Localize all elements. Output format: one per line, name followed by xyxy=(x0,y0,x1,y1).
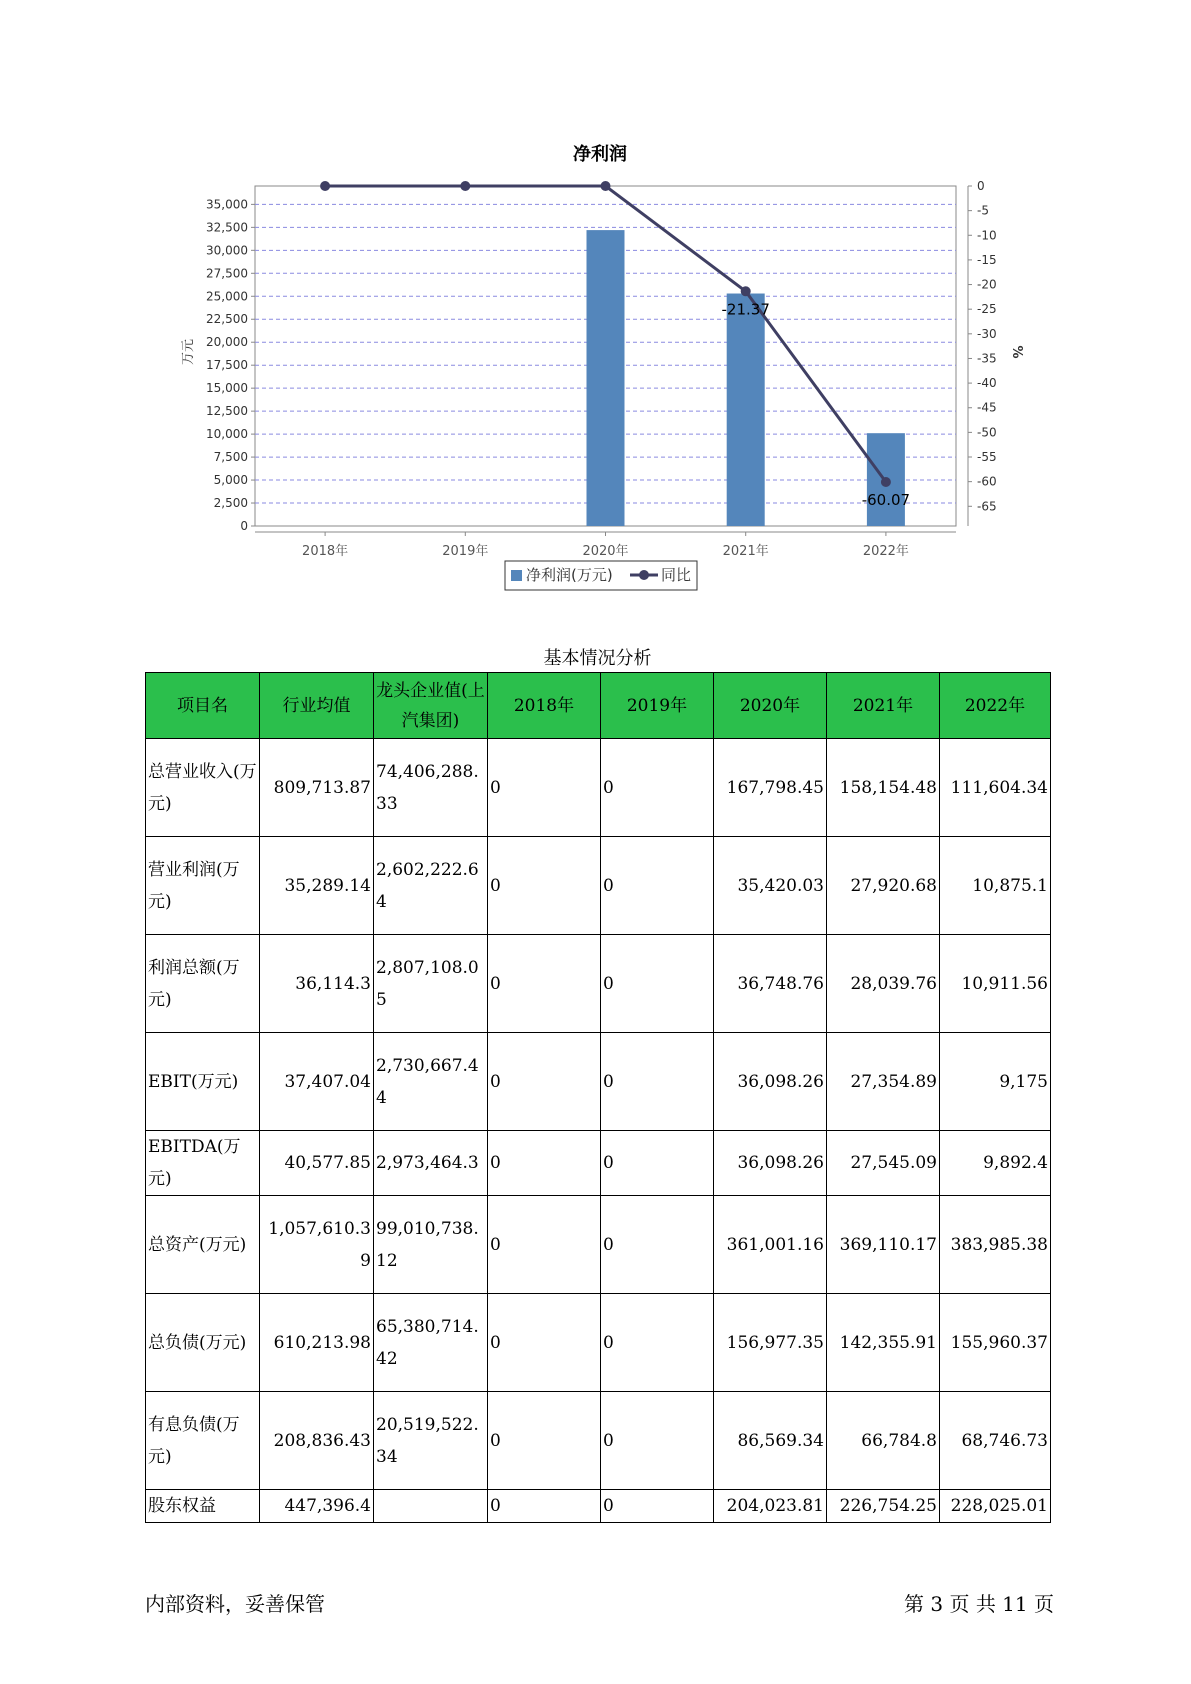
y-tick-label: 17,500 xyxy=(206,358,248,373)
bar-series xyxy=(587,230,905,526)
cell-2018: 0 xyxy=(488,935,601,1033)
cell-2018: 0 xyxy=(488,739,601,837)
y2-tick-label: -10 xyxy=(977,228,997,243)
legend-line-marker xyxy=(639,570,649,580)
cell-industry-avg: 37,407.04 xyxy=(260,1033,374,1131)
cell-2022: 10,875.1 xyxy=(940,837,1051,935)
cell-industry-avg: 40,577.85 xyxy=(260,1131,374,1196)
cell-2019: 0 xyxy=(601,739,714,837)
legend xyxy=(505,561,697,590)
cell-industry-avg: 610,213.98 xyxy=(260,1294,374,1392)
cell-2019: 0 xyxy=(601,1196,714,1294)
cell-label: 股东权益 xyxy=(146,1490,260,1523)
cell-2022: 10,911.56 xyxy=(940,935,1051,1033)
cell-2022: 383,985.38 xyxy=(940,1196,1051,1294)
y2-tick-label: -5 xyxy=(977,203,989,218)
table-row-total-profit xyxy=(146,935,1051,1033)
table-caption: 基本情况分析 xyxy=(543,648,652,669)
header-leader-value: 龙头企业值(上汽集团) xyxy=(374,673,488,739)
cell-2019: 0 xyxy=(601,1294,714,1392)
cell-2020: 156,977.35 xyxy=(714,1294,827,1392)
cell-label: 总负债(万元) xyxy=(146,1294,260,1392)
net-profit-chart xyxy=(0,0,1191,600)
cell-2022: 9,892.4 xyxy=(940,1131,1051,1196)
cell-2020: 36,748.76 xyxy=(714,935,827,1033)
y-tick-label: 0 xyxy=(240,519,248,533)
header-item-name: 项目名 xyxy=(146,673,260,739)
y-tick-label: 7,500 xyxy=(213,450,248,465)
cell-leader-value: 2,973,464.3 xyxy=(374,1131,488,1196)
cell-leader-value: 2,730,667.44 xyxy=(374,1033,488,1131)
legend-bar-label: 净利润(万元) xyxy=(526,566,613,584)
y2-tick-label: -50 xyxy=(977,425,997,440)
cell-label: 利润总额(万元) xyxy=(146,935,260,1033)
y2-tick-label: -60 xyxy=(977,474,997,489)
y2-tick-label: -25 xyxy=(977,302,997,317)
cell-2022: 155,960.37 xyxy=(940,1294,1051,1392)
cell-2021: 27,354.89 xyxy=(827,1033,940,1131)
cell-leader-value: 99,010,738.12 xyxy=(374,1196,488,1294)
cell-industry-avg: 1,057,610.39 xyxy=(260,1196,374,1294)
table-row-interest-debt xyxy=(146,1392,1051,1490)
table-row-operating-profit xyxy=(146,837,1051,935)
cell-2020: 204,023.81 xyxy=(714,1490,827,1523)
x-axis xyxy=(255,532,956,559)
cell-2019: 0 xyxy=(601,935,714,1033)
cell-2022: 111,604.34 xyxy=(940,739,1051,837)
cell-2021: 226,754.25 xyxy=(827,1490,940,1523)
y2-tick-label: -15 xyxy=(977,252,997,267)
header-2018: 2018年 xyxy=(488,673,601,739)
cell-2018: 0 xyxy=(488,1196,601,1294)
y-axis-label: 万元 xyxy=(181,338,196,366)
bar-2020年 xyxy=(587,230,625,526)
y-tick-label: 10,000 xyxy=(206,427,248,442)
y-tick-label: 30,000 xyxy=(206,243,248,258)
cell-label: 有息负债(万元) xyxy=(146,1392,260,1490)
cell-label: 营业利润(万元) xyxy=(146,837,260,935)
cell-label: 总营业收入(万元) xyxy=(146,739,260,837)
chart-title: 净利润 xyxy=(573,144,627,165)
header-2020: 2020年 xyxy=(714,673,827,739)
cell-leader-value: 2,807,108.05 xyxy=(374,935,488,1033)
y-tick-label: 12,500 xyxy=(206,404,248,419)
y2-tick-label: -40 xyxy=(977,376,997,391)
cell-leader-value: 74,406,288.33 xyxy=(374,739,488,837)
table-row-equity xyxy=(146,1490,1051,1523)
y2-tick-label: 0 xyxy=(977,179,985,193)
cell-leader-value: 65,380,714.42 xyxy=(374,1294,488,1392)
cell-2018: 0 xyxy=(488,837,601,935)
bar-2021年 xyxy=(727,294,765,526)
y-tick-label: 22,500 xyxy=(206,312,248,327)
cell-2021: 142,355.91 xyxy=(827,1294,940,1392)
cell-label: EBIT(万元) xyxy=(146,1033,260,1131)
x-tick-label: 2019年 xyxy=(442,544,489,559)
cell-2019: 0 xyxy=(601,1033,714,1131)
table-row-total-assets xyxy=(146,1196,1051,1294)
cell-leader-value: 2,602,222.64 xyxy=(374,837,488,935)
cell-2020: 86,569.34 xyxy=(714,1392,827,1490)
cell-2021: 27,920.68 xyxy=(827,837,940,935)
yoy-data-label: -60.07 xyxy=(861,490,911,509)
yoy-point-2022年 xyxy=(881,477,891,487)
header-2022: 2022年 xyxy=(940,673,1051,739)
cell-2022: 228,025.01 xyxy=(940,1490,1051,1523)
y2-tick-label: -45 xyxy=(977,400,997,415)
table-row-ebit xyxy=(146,1033,1051,1131)
cell-industry-avg: 36,114.3 xyxy=(260,935,374,1033)
cell-2018: 0 xyxy=(488,1033,601,1131)
cell-2019: 0 xyxy=(601,1490,714,1523)
y2-tick-label: -35 xyxy=(977,351,997,366)
yoy-data-label: -21.37 xyxy=(721,300,770,319)
x-tick-label: 2021年 xyxy=(722,544,769,559)
cell-industry-avg: 35,289.14 xyxy=(260,837,374,935)
x-tick-label: 2020年 xyxy=(582,544,629,559)
legend-bar-swatch xyxy=(511,570,522,581)
header-industry-avg: 行业均值 xyxy=(260,673,374,739)
y2-tick-label: -65 xyxy=(977,499,997,514)
y-tick-label: 27,500 xyxy=(206,266,248,281)
y-tick-label: 15,000 xyxy=(206,381,248,396)
y2-axis-label: % xyxy=(1009,345,1024,359)
y-tick-label: 20,000 xyxy=(206,335,248,350)
table-header-row xyxy=(146,673,1051,739)
yoy-point-2020年 xyxy=(601,181,611,191)
yoy-point-2018年 xyxy=(320,181,330,191)
analysis-table xyxy=(145,672,1051,1523)
table-row-total-liabilities xyxy=(146,1294,1051,1392)
cell-2021: 27,545.09 xyxy=(827,1131,940,1196)
cell-2021: 369,110.17 xyxy=(827,1196,940,1294)
cell-2019: 0 xyxy=(601,1392,714,1490)
footer-confidential-note: 内部资料，妥善保管 xyxy=(145,1592,325,1616)
x-tick-label: 2018年 xyxy=(302,544,349,559)
y-tick-label: 2,500 xyxy=(213,496,248,511)
cell-2020: 167,798.45 xyxy=(714,739,827,837)
cell-2019: 0 xyxy=(601,1131,714,1196)
cell-leader-value xyxy=(374,1490,488,1523)
cell-label: 总资产(万元) xyxy=(146,1196,260,1294)
cell-2021: 28,039.76 xyxy=(827,935,940,1033)
cell-label: EBITDA(万元) xyxy=(146,1131,260,1196)
cell-2021: 66,784.8 xyxy=(827,1392,940,1490)
table-row-ebitda xyxy=(146,1131,1051,1196)
header-2021: 2021年 xyxy=(827,673,940,739)
cell-2018: 0 xyxy=(488,1131,601,1196)
x-tick-label: 2022年 xyxy=(862,544,909,559)
cell-industry-avg: 809,713.87 xyxy=(260,739,374,837)
y-tick-label: 5,000 xyxy=(213,473,248,488)
table-row-revenue xyxy=(146,739,1051,837)
cell-2022: 68,746.73 xyxy=(940,1392,1051,1490)
cell-2018: 0 xyxy=(488,1294,601,1392)
cell-2019: 0 xyxy=(601,837,714,935)
y-axis-right xyxy=(968,179,997,526)
cell-2020: 36,098.26 xyxy=(714,1033,827,1131)
cell-2018: 0 xyxy=(488,1490,601,1523)
y-tick-label: 25,000 xyxy=(206,289,248,304)
cell-industry-avg: 447,396.4 xyxy=(260,1490,374,1523)
legend-line-label: 同比 xyxy=(661,566,692,584)
cell-2020: 361,001.16 xyxy=(714,1196,827,1294)
y2-tick-label: -20 xyxy=(977,277,997,292)
cell-industry-avg: 208,836.43 xyxy=(260,1392,374,1490)
footer-page-number: 第 3 页 共 11 页 xyxy=(904,1592,1054,1616)
y-tick-label: 35,000 xyxy=(206,197,248,212)
cell-2020: 35,420.03 xyxy=(714,837,827,935)
yoy-point-2019年 xyxy=(460,181,470,191)
y2-tick-label: -30 xyxy=(977,326,997,341)
yoy-point-2021年 xyxy=(741,286,751,296)
y-tick-label: 32,500 xyxy=(206,220,248,235)
cell-2022: 9,175 xyxy=(940,1033,1051,1131)
y-axis-left xyxy=(206,197,255,533)
y2-tick-label: -55 xyxy=(977,450,997,465)
cell-2021: 158,154.48 xyxy=(827,739,940,837)
cell-2020: 36,098.26 xyxy=(714,1131,827,1196)
cell-2018: 0 xyxy=(488,1392,601,1490)
cell-leader-value: 20,519,522.34 xyxy=(374,1392,488,1490)
header-2019: 2019年 xyxy=(601,673,714,739)
